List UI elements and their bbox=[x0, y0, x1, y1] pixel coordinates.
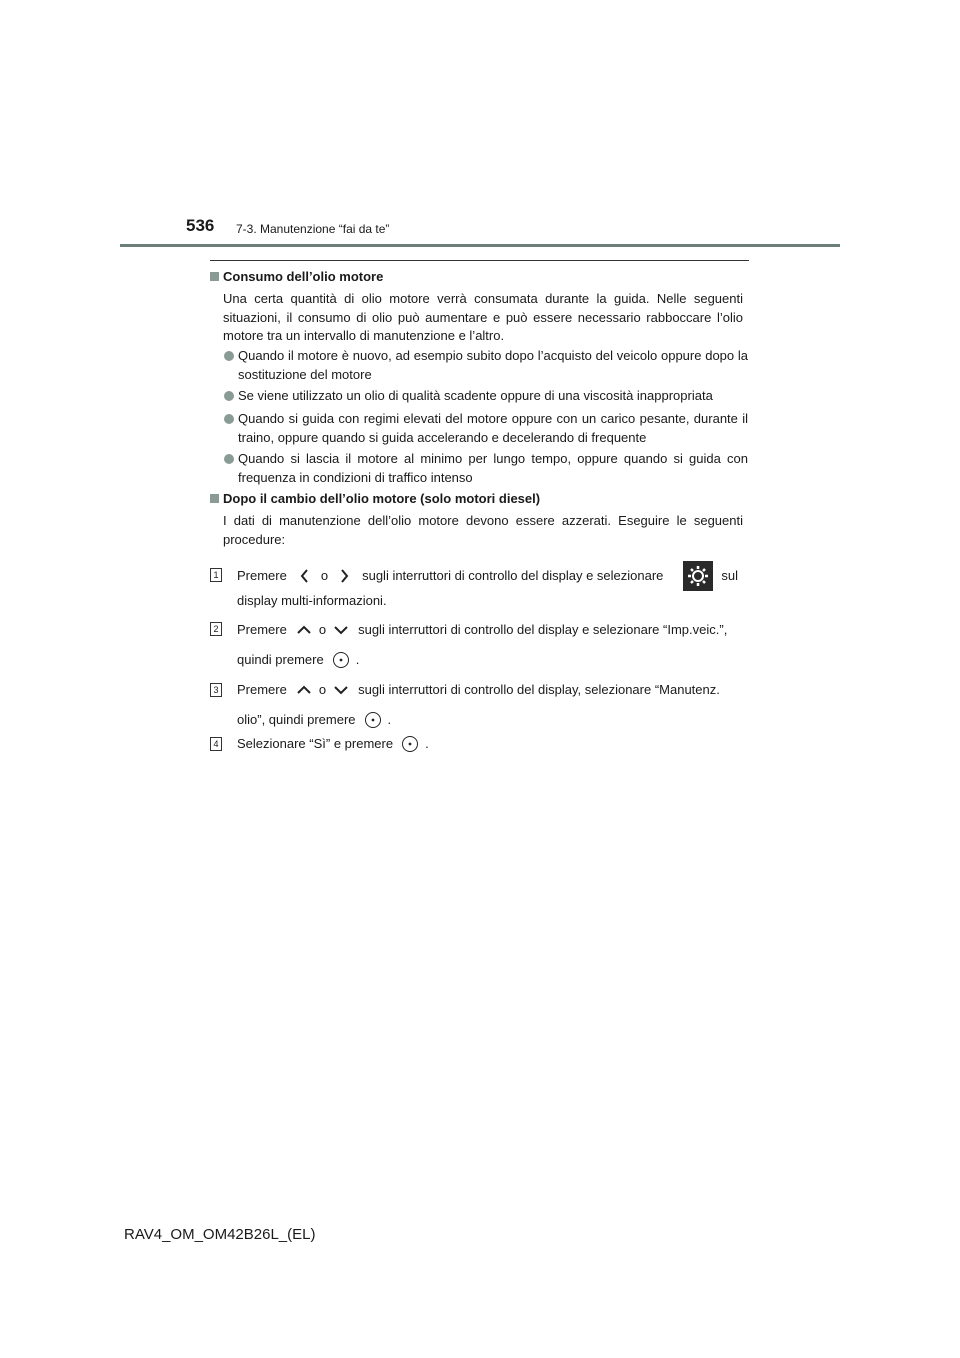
round-bullet-icon bbox=[224, 454, 234, 464]
step-4: Selezionare “Sì” e premere . bbox=[237, 736, 429, 751]
list-item: Quando si guida con regimi elevati del motore oppure con un carico pesante, durante il traino, oppure quando si guida accelerando e decelerando di frequente bbox=[238, 410, 748, 447]
ok-button-icon bbox=[332, 651, 350, 669]
list-item: Quando si lascia il motore al minimo per lungo tempo, oppure quando si guida con frequenza in condizioni di traffico intenso bbox=[238, 450, 748, 487]
step-number: 4 bbox=[210, 737, 222, 751]
square-bullet-icon bbox=[210, 494, 219, 503]
step-number: 3 bbox=[210, 683, 222, 697]
paragraph-oil-consumption: Una certa quantità di olio motore verrà consumata durante la guida. Nelle seguenti situazioni, il consumo di olio può aumentare e può essere necessario rabboccare l’olio motore tra un intervallo di manutenzione e l’altro. bbox=[223, 291, 743, 343]
page-number: 536 bbox=[186, 216, 215, 235]
chevron-left-icon bbox=[297, 568, 313, 584]
round-bullet-icon bbox=[224, 391, 234, 401]
chevron-up-icon bbox=[295, 623, 313, 637]
ok-button-icon bbox=[401, 735, 419, 753]
step-number: 1 bbox=[210, 568, 222, 582]
heading-oil-consumption: Consumo dell’olio motore bbox=[210, 269, 383, 285]
step-1: Premere o sugli interruttori di controllo del display e selezionare sul display multi-informazioni. bbox=[237, 561, 757, 610]
header-rule bbox=[120, 244, 840, 247]
step-2: Premere o sugli interruttori di controllo del display e selezionare “Imp.veic.”, quindi premere . bbox=[237, 622, 728, 667]
paragraph-after-oil-change: I dati di manutenzione dell’olio motore devono essere azzerati. Eseguire le seguenti procedure: bbox=[223, 513, 743, 547]
heading-after-oil-change: Dopo il cambio dell’olio motore (solo motori diesel) bbox=[210, 491, 540, 507]
chevron-down-icon bbox=[332, 683, 350, 697]
chevron-down-icon bbox=[332, 623, 350, 637]
chevron-up-icon bbox=[295, 683, 313, 697]
list-item: Quando il motore è nuovo, ad esempio subito dopo l’acquisto del veicolo oppure dopo la sostituzione del motore bbox=[238, 347, 748, 384]
list-item: Se viene utilizzato un olio di qualità scadente oppure di una viscosità inappropriata bbox=[238, 387, 748, 406]
ok-button-icon bbox=[364, 711, 382, 729]
step-3: Premere o sugli interruttori di controllo del display, selezionare “Manutenz. olio”, quindi premere . bbox=[237, 682, 720, 727]
gear-icon bbox=[683, 561, 713, 591]
round-bullet-icon bbox=[224, 414, 234, 424]
document-code: RAV4_OM_OM42B26L_(EL) bbox=[124, 1226, 316, 1243]
content-rule bbox=[210, 260, 749, 261]
chevron-right-icon bbox=[336, 568, 352, 584]
square-bullet-icon bbox=[210, 272, 219, 281]
step-number: 2 bbox=[210, 622, 222, 636]
section-title: 7-3. Manutenzione “fai da te” bbox=[236, 222, 390, 236]
round-bullet-icon bbox=[224, 351, 234, 361]
